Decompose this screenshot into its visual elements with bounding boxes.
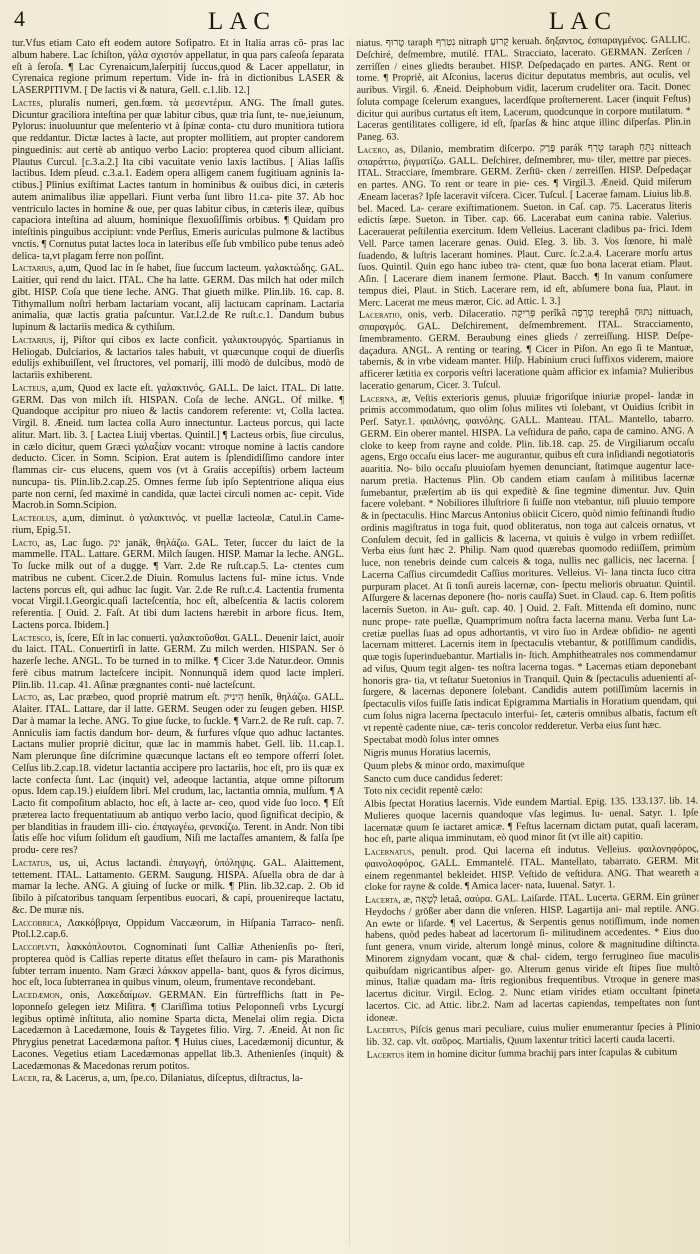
- dictionary-entry: [356, 34, 691, 143]
- dictionary-entry: [12, 513, 344, 537]
- dictionary-entry: [12, 942, 344, 989]
- entry-text: æ, Veſtis exterioris genus, pluuiæ frigoriſque iniuriæ propel- landæ in primis accommodatum, quo olim ſolus milites vti ſolebant, vt Ouidius ſcribit in Perſ. Satyr.1. φαιλόνης, φαινόλης. GALL. Manteau. ITAL. Mantello, tabarro. GERM. Ein oberer mantel. HISPA. La veſtidura de paño, capa de camino. ANG. A cloke to keep from rayne and colde. Plin. lib.18. cap. 25. de Virgiliarum occaſu agens, Ergo occaſu eius lacer- me augurantur, quibus eſt cura inſidiandi negotiatoris auaritia. No- bilo occaſu pluuioſam hyemen denunciant, ſtatimque augentur lace- narum pretia. Hactenus Plin. Ob candem etiam cauſam à militibus lacernæ ſumebantur, præſertim ab iis qui expeditè & ſine tegmine dimentur. Juv. Quin facere volebant. * Nobiliores illuſtriore ſi ſuiſſe non vtebantur, niſi pluuio tempore & in ſpectaculis. Hinc Marcus Antonius obiicit Cicero, quòd nimio feſtinandi ſtudio ordinis magiſtratus in toga fuit, quod obliteratus, non toga aut calceis ornatus, vt Conſulem decuit, ſed in gallicis & lacerna, vt quiuis è vulgo in vrbem rediiſſet. Verba eius ſunt hæc 2. Philip. Nam quod quærebas quomodo rediiſſem, primùm luce, non tenebris deinde cum calceis & toga, nullis nec gallicis, nec lacerna. [ Lacerna Caſſius circumdedit Caſſius moritures. Velleius. Vi- lana tincta ſuco citra purpuram placet. At ſi tonſi aureis lacernæ, con- ſpectu melioris obruatur. Quintil. Aſſurgere & lacernas deponere (ho- noris cauſſa) Suet. in Claud. cap. 6. Item poſitis lacernis Sueton. in Au- guſt. cap. 40. ] Ouid. 2. Faſt. Mittenda eſt domino, nunc nunc prope- rate puellæ, Quamprimum noſtra facta lacerna manu. Verba ſunt La- cretiæ puellas ſuas ad opus adhortantis, vt viro ſuo in Ardeæ obſidio- ne agenti lacernam mitteret. Lacernis item in ſpectaculis vtebantur, & potiſſimum candidis, quæ togis ſuperinduebantur. Martialis in- ſtich. Amphitheatrales nos commendamur ad viſus, Quum tegit algen- tes noſtra lacerna togas. * Lacernas etiam deponebant honoris gra- tia, vt teſtatur Suetonius in Tranquil. Quin & ſpectaculis aduenienti aſ- ſurgere, & lacernas deponere ſolebant. Candidis autem potiſſimùm lacernis in ſpectaculis viſos fuiſſe ſatis indicat Epigramma Martialis in Horatium quendam, qui cum ſolus nigra lacerna ſpectaculo interfui- ſet, cæteris omnibus albatis, factum eſt vt repentè cadente niue, cæ- teris concolor redderetur. Verba eius ſunt hæc.: [359, 389, 698, 734]
- entry-headword: Lacedæmon,: [12, 990, 63, 1001]
- entry-text: item in homine dicitur ſumma brachij pars inter ſcapulas & cubitum: [406, 1046, 678, 1061]
- entry-headword: Lacernatus,: [364, 846, 415, 858]
- entry-headword: Lactatus,: [12, 857, 52, 869]
- entry-headword: Laccoplvti,: [12, 942, 60, 953]
- entry-text: a,um, diminut. ὁ γαλακτινός. vt puellæ lacteolæ, Catul.in Came- rium, Epig.51.: [12, 513, 345, 536]
- entry-text: Nigris munus Horatius lacernis,: [363, 746, 491, 759]
- dictionary-entry: [12, 98, 344, 263]
- dictionary-entry: [360, 390, 698, 734]
- entry-headword: Lacer,: [12, 1073, 40, 1085]
- two-column-body: [12, 34, 700, 1246]
- entry-text: Quum plebs & minor ordo, maximuſque: [363, 758, 525, 772]
- dictionary-entry: [366, 1022, 700, 1049]
- page-header: [12, 6, 690, 38]
- entry-headword: Lactarius,: [12, 334, 56, 346]
- entry-headword: Lacerta,: [364, 894, 401, 906]
- entry-text: a,um, Quod lac in ſe habet, ſiue ſuccum lacteum. γαλακτώδης. GAL. Laitier, qui rend du laict. ITAL. Che ha latte. GERM. Das milch hat oder milch gibt. HISP. Coſa que tiene leche. ANG. That giueth milke. Plin.lib. 16. cap. 8. Tithymallum noſtri herbam lactariam vocant, alij lactucam caprinam. Lactaria animalia, quæ lactis gratia paſcuntur. Var.l.2.de Re ruſt.c.1. Dandum bubus lupinum & lactariis medica & cythiſum.: [12, 263, 345, 333]
- entry-text: tur.Vfus etiam Cato eft eodem autore Sofipatro. Et in Italia arras cõ- pras lac album habere. Lac ſchiſton, γάλα σχιστόν appellatur, in qua pars caſeoſa ſeparata eſt à ſeroſa. ¶ Lac Cyrenaicum,laſerpitij ſuccus,quod & Lacer appellatur, in Cyrenaica regione primum repertum. Vide in- frà in dictionibus LASER & LASERPITIVM. [ De lactis vi & natura, Gell. c.1.lib. 12.]: [12, 38, 344, 96]
- dictionary-entry: [364, 795, 698, 845]
- entry-headword: Lacteſco,: [12, 632, 53, 644]
- entry-text: onis, Λακεδαίμων. GERMAN. Ein fürtrefflichs ſtatt in Pe- loponneſo gelegen ietz Miſitra. ¶ Clariſſima totius Peloponneſi vrbs Lycurgi legibus optimè inſtituta, alio nomine Sparta dicta, Menelai olim regia. Dicta Lacedæmon à Lacedæmone, Iouis & Taygetes filio. Virg. 7. Æneid. At non ſic Phrygius penetrat Lacedæmona paſtor. ¶ Huius ciues, Lacedæmonij dicuntur, & Lacones. Vegetius etiam Lacedæmonas appellat lib.3. Athenienſes (inquit) & Lacedæmonas & Macedonas rerum potitos.: [12, 990, 344, 1072]
- entry-text: pluralis numeri, gen.fœm. τὰ μεσεντέρια. ANG. The ſmall gutes. Dicuntur graciliora inteſtina per quæ labitur cibus, quæ tria ſunt, te- nue,ieiunum, Pylorus: inuoluuntur que meſenterio vt à ſpinæ conta- ctu duro munitiora tutiora que reddantur. Dictæ lactes à lacte, aut propter mollitiem, aut propter candorem pinguedinis: aut certè ab antiquo verbo Lacio: propterea quod cibum alliciant. Plautus Curcul. [c.3.a.2.] Ita cibi vacuitate venio laxis lactibus. [ Alias laſſis lactibus. Idem pſeud. c.3.a.1. Eadem opera alligem canem fugitiuam agninis la- ctibus.] Plinius exiſtimat Lactes tantum in hominibus & ouibus dici, in cæteris autem animalibus iliæ appellari. Fiunt verba ſunt libro 11.ca- pite 37. Ab hoc ventriculo lactes in homine & oue, per quas labitur cibus, in cæteris ileæ, quibus capaciora inteſtina ad aluum, hominique flexuoſiſſimis orbibus. ¶ Quidam pro inteſtinis pinguibus accipiunt: vnde Perſius, Emeris auriculas pulmone & lactibus vnctis. ¶ Cornutus putat lactes loca in lateribus eſſe ſub vmbilico pube tenus adeò delica- ta,vt plagam ferre non poſſint.: [12, 97, 345, 262]
- entry-headword: Lactes,: [12, 97, 43, 109]
- entry-headword: Lacertus,: [366, 1024, 407, 1037]
- entry-headword: Lacero,: [357, 144, 390, 156]
- running-head-right: LAC: [549, 8, 617, 35]
- entry-text: as, Lac præbeo, quod propriè matrum eſt. הֵינִיק henîk, θηλάζω. GALL. Alaiter. ITAL. Lattare, dar il latte. GERM. Seugen oder zu ſeugen geben. HISP. Dar à mamar la leche. ANG. To giue ſucke, to ſuckle. ¶ Varr.2. de Re ruſt. cap. 7. Anniculis iam factis dandum hor- deum, & furfures vſque quo adhuc lactantes. Lactans mulier propriè dicitur, quæ lac in mammis habet. Gell. lib. 11.cap.1. Nam plerunque ſine diſcrimine quæcunque lactans eſt eo tempore offerri ſolet. Celſus lib.2.cap.18. videtur lactantia accipere pro lactariis, hoc eſt, pro iis quæ ex lacte confecta ſunt. Lac (inquit) vel, adeoque lactantia, atque omne piſtorum opus. Idem cap.19.) eiuſdem libri. Mel crudum, lac, lactantia omnia, mulſum. ¶ A Lacto fit compoſitum ablacto, hoc eſt, à lacte ar- ceo, quod vide ſuo loco. ¶ Eſt præterea lacto frequentatiuum ab antiquo verbo lacio, quod ſignificat decipio, & per blanditias in fraudem illi- cio. ἐπαγωγέω, φενακίζω. Terent. in Andr. Non tibi ſatis eſſe hoc viſum ſolidum eſt gaudium, Niſi me lactaſſes amantem, & falſa ſpe produ- cere res?: [12, 692, 344, 856]
- dictionary-entry: [12, 692, 344, 857]
- entry-text: Piſcis genus mari peculiare, cuius mulier enumerantur ſpecies à Plinio lib. 32. cap. vlt. σαῦρος. Martialis, Quum laxentur tritici lacerti cauda lacerti.: [366, 1021, 700, 1048]
- entry-headword: Lacto,: [12, 537, 40, 549]
- dictionary-entry: [12, 1073, 344, 1085]
- entry-headword: Lacertus: [366, 1049, 405, 1061]
- column-gutter: [349, 38, 350, 1246]
- dictionary-entry: [365, 891, 700, 1024]
- dictionary-entry: [12, 858, 344, 917]
- entry-text: a,um, Quod ex lacte eſt. γαλακτινός. GALL. De laict. ITAL. Di latte. GERM. Das von milch iſt. HISPAN. Coſa de leche. ANGL. Of milke. ¶ Quandoque accipitur pro niueo & lactis candorem referente: vt, Colla lactea. Virgil. 8. Æneid. tum lactea colla Auro innectuntur. Lacteus porcus, qui lacte alitur. Mart. lib. 3. [ Lactea Liuij vbertas. Quintil.] ¶ Lacteus orbis, ſiue circulus, in cælo dicitur, quem Græci γαλαξίαν vocant: vtroque nomine à lactis candore deducto. Cicer. in Somn. Scipion. Erat autem is ſplendidiſſimo candore inter flammas cir- cus elucens, quem vos (vt à Graiis accepiſtis) orbem lacteum nuncupa- tis. Plin.lib.2.cap.25. Omnes ferme ſub ipſo Septentrione aliqua eius parte non cerni, ſed maximè in candida, quæ lactei circuli nomen ac- cepit. Vide Macrob.in Somn.Scipion.: [12, 382, 345, 512]
- dictionary-entry: [12, 990, 344, 1072]
- entry-text: onis, verb. Dilaceratio. פְּרִיקָה perîkâ טְרֵפָה terephâ נִתּוּחַ nittuach, σπαραγμός. GAL. Deſchirement, deſmembrement. ITAL. Stracciamento, ſmembramento. GERM. Beraubung eines glieds / zerreiſſung. HISP. Deſpe- daçadura. ANGL. A renting or tearing. ¶ Cicer in Piſon. An ego ſi te Mantuæ, tabernis, & in vrbe videam manter. Hiſp. Habinium cruci ſuffixos viderem, maiore afficerer lætitia ex corporis veſtri laceratione quàm afficior ex infamia? Mulieribus laceratio genarum, Cicer. 3. Tuſcul.: [358, 306, 694, 392]
- dictionary-entry: [12, 538, 344, 632]
- entry-text: niatus. טָרוּף taraph נִטְרַף nitraph קָרוּעַ keruah. δηξαντος, ἐσπαραγμένος. GALLIC. Deſchiré, deſmembre, mutilé. ITAL. Stracciato, lacerato. GERMAN. Zerſcen / zerriſſen / eines gliedts beraubet. HISP. Deſpedaçado en partes. ANG. Rent or torne. ¶ Propriè, ait Aſconius, lacerus dicitur deputatus membris, aut oculis, vel auribus. Virgil. 6. Æneid. Deiphobum vidit, lacerum crudeliter ora. Tacit. Donec ſoluta compage ſcelerum exangues, lacerdſque proſternerent. Lacer (inquit Feſtus) dicitur qui auribus curtatus eſt item, Lacerum, quodcunque in corpore mutilatum. * Laceras gentilitates colligere, id eſt, ſparſas & hinc atque illinc diſperſas. Plin.in Paneg. 63.: [355, 34, 691, 143]
- entry-headword: Laceratio,: [358, 309, 403, 322]
- entry-text: Sancto cum duce candidus ſederet:: [363, 771, 503, 785]
- entry-headword: Lacteus,: [12, 382, 48, 394]
- dictionary-entry: [12, 38, 344, 97]
- left-column: [12, 38, 350, 1246]
- entry-text: æ, לְטָאָה letaâ, σαύρα. GAL. Laiſarde. ITAL. Lucerta. GERM. Ein grüner Heydochs / größer aber dann die vnſeren. HISP. Lagartija ani- mal reptile. ANG. An ewte or liſarde. ¶ vel Lacertus, & Serpentis genus notiſſimum, inde nomen habens, quòd pedes habeat ad lacertorum ſi- militudinem accedentes. * Eius duo ſunt genera, vnum viride, alterum longè minus, colore & magnitudine diſtincta. Minorem zignydam vocant, quæ & chal- cidem, tergo ferrugineo ſiue maculis quibuſdam nigricantibus aſper- go. Alterum genus viride eſt ſtipes ſiue multò minus, Italiæ quadam ma- ſtris regionibus frequentibus. Vtroque in genere mas lacertus dicitur. Virgil. Eclog. 2. Nunc etiam virides etiam occultant ſpineta lacertos. Cic. ad Attic. libr.2. Nam ad lacertas capiendas, tempeſtates non ſunt idoneæ.: [365, 891, 700, 1024]
- dictionary-entry: [359, 307, 694, 393]
- entry-text: Albis ſpectat Horatius lacernis. Vide eundem Martial. Epig. 135. 133.137. lib. 14. Mulieres quoque lacernis quandoque vſas legimus. Iu- uenal. Satyr. 1. Ipſe lacernatæ quum ſe iactaret amicæ. ¶ Feſtus lacernam dictam putat, quaſi laceram, hoc eſt, parte aliqua imminutam, eò quod minor ſit (vt ille ait) capitio.: [363, 795, 699, 846]
- running-head-left: LAC: [208, 8, 276, 35]
- dictionary-entry: [367, 1046, 700, 1061]
- page-number: 4: [14, 6, 25, 31]
- dictionary-entry: [12, 335, 344, 382]
- entry-text: us, ui, Actus lactandi. ἐπαγωγή, ὑπόληψις. GAL. Alaittement, tettement. ITAL. Lattamento. GERM. Saugung. HISPA. Aſuella obra de dar à mamar la leche. ANG. A giuing of ſucke or milk. ¶ Plin. lib.32.cap. 2. Ob id ſibilo à piſcatoribus tanquam ſerpentibus euocari, & capi, prouenireque lactatu, &c. De muræ nis.: [12, 857, 345, 916]
- right-column: [350, 34, 700, 1245]
- dictionary-entry: [364, 843, 698, 893]
- dictionary-entry: [12, 633, 344, 692]
- entry-text: as, Dilanio, membratim diſcerpo. פָּרַק parák טָרַף taraph נִתֵּחַ nitteach σπαράττω, ῥιγματίζω. GALL. Deſchirer, deſmembrer, mu- tiler, mettre par pieces. ITAL. Stracciare, ſmembrare. GERM. Zerſtü- cken / zerreiſſen. HISP. Deſpedaçar en partes. ANG. To rent or teare in pie- ces. ¶ Virgil.3. Æneid. Quid miſerum Æneam laceras? Ipſe laceravit viſcera. Cicer. Tuſcul. [ Lacerae famam. Liuius lib.8. bel. Maced. La- cerare exiſtimationem. Sueton. in Caſ. cap. 75. Laceratus literis edictis ſæpe. Sueton. in Tiber. cap. 66. Lacerabat eum canina rabie. Valerius. Lacerauerat peſtilentia exercitum. Idem Velleius. Lacerant cladibus pa- frici. Idem Vell. Parce tamen lacerare genas. Ouid. Eleg. 3. lib. 3. Vos ſœnore, hi malè ſuadendo, & luſtris lacerant homines. Plaut. Curc. ſc.2.a.4. Lacerare morſu artus ſuos. Quintil. Quin ego hanc iubeo tra- ctent, quæ ſuo bona lacerat etiam. Plaut. Aſin. [ Lacerare diem inanem ſermone. Plaut. Bacch. ¶ In vanum conſumere tempus diei, Plaut. in Stich. Lacerare rem, id eſt, abſumere bona ſua, Plaut. in Merc. Lacerat me meus mæror, Cic. ad Attic. l. 3.]: [357, 141, 693, 309]
- entry-text: Toto nix cecidit repentè cælo:: [363, 784, 483, 798]
- entry-headword: Lactarius,: [12, 263, 56, 275]
- entry-headword: Lacerna,: [359, 393, 398, 405]
- entry-text: λακκόπλουτοι. Cognominati ſunt Calliæ Athenienſis po- ſteri, propterea quòd is Callias reperte ditatus eſſet theſauro in cam- pis Marathonis ſubter terram inuento. Nam Græci λάκκον appella- bant, quos & fyros dicimus, hoc eſt, loca ſubterranea in quibus vinum, oleum, frumentave recondebant.: [12, 942, 344, 989]
- dictionary-entry: [12, 383, 344, 512]
- entry-text: Λακκόβριγα, Oppidum Vaccæorum, in Hiſpania Tarraco- nenſi. Ptol.l.2.cap.6.: [12, 917, 345, 941]
- entry-text: is, ſcere, Eſt in lac conuerti. γαλακτοῦσθαι. GALL. Deuenir laict, auoir du laict. ITAL. Conuertirſi in latte. GERM. Zu milch werden. HISPAN. Ser ò hazerſe leche. ANGL. To be turned in to milke. ¶ Cicer 3.de Natur.deor. Omnis ferè cibus matrum lacteſcere incipit. Nonnunquã idem quod lacte impleri. Plin.lib. 11.cap. 41. Aſinæ prægnantes conti- nuè lacteſcunt.: [12, 632, 345, 691]
- dictionary-entry: [12, 918, 344, 942]
- entry-headword: Laccobrica,: [12, 917, 62, 929]
- entry-text: ra, & Lacerus, a, um, ſpe.co. Dilaniatus, diſceptus, diſtractus, la-: [42, 1073, 303, 1085]
- entry-text: as, Lac ſugo. ינק janák, θηλάζω. GAL. Teter, ſuccer du laict de la mammelle. ITAL. Lattare. GERM. Milch ſaugen. HISP. Mamar la leche. ANGL. To ſucke milk out of a dugge. ¶ Varr. 2.de Re ruſt.cap.5. La- ctentes cum matribus ne cubent. Cicer.2.de Diuin. Romulus lactens ful- mine ictus. Vnde lactens porcus eſt, qui adhuc lac ſugit. Var. 2.de Re ruſt.c.4. Lactentia frumenta vocat Virgil.1.Georgic.quaſi lacteſcentia, hoc eſt, albeſcentia & lactis colorem referentia. [ Ouid. 2. Faſt. At tibi dum lactens hærebit in arbore ficus. Item, Lactens porca. Ibidem.]: [12, 537, 344, 631]
- dictionary-entry: [357, 141, 693, 309]
- dictionary-entry: [12, 263, 344, 334]
- entry-text: ij, Piſtor qui cibos ex lacte conficit. γαλακτουργός. Spartianus in Heliogab. Dulciarios, & lactarios tales habuit, vt quæcunque coqui de diuerſis edulijs exhibuiſſent, vel ſtructores, vel pomarij, illi modò de dulcibus, modò de lactariis exhiberent.: [12, 334, 344, 381]
- entry-text: Spectabat modò ſolus inter omnes: [363, 733, 499, 747]
- entry-headword: Lacteolus,: [12, 513, 58, 524]
- entry-text: penult. prod. Qui lacerna eſt indutus. Velleius. φαιλονηφόρος, φαινολοφόρος. GALL. Emmantelé. ITAL. Mantellato, tabarrato. GERM. Mit einem regenmantel bekleidet. HISP. Veſtido de veſtidura. ANG. That weareth a cloke for rayne & colde. ¶ Amica lacer- nata, Iuuenal. Satyr. 1.: [364, 843, 699, 894]
- entry-headword: Lacto,: [12, 692, 40, 704]
